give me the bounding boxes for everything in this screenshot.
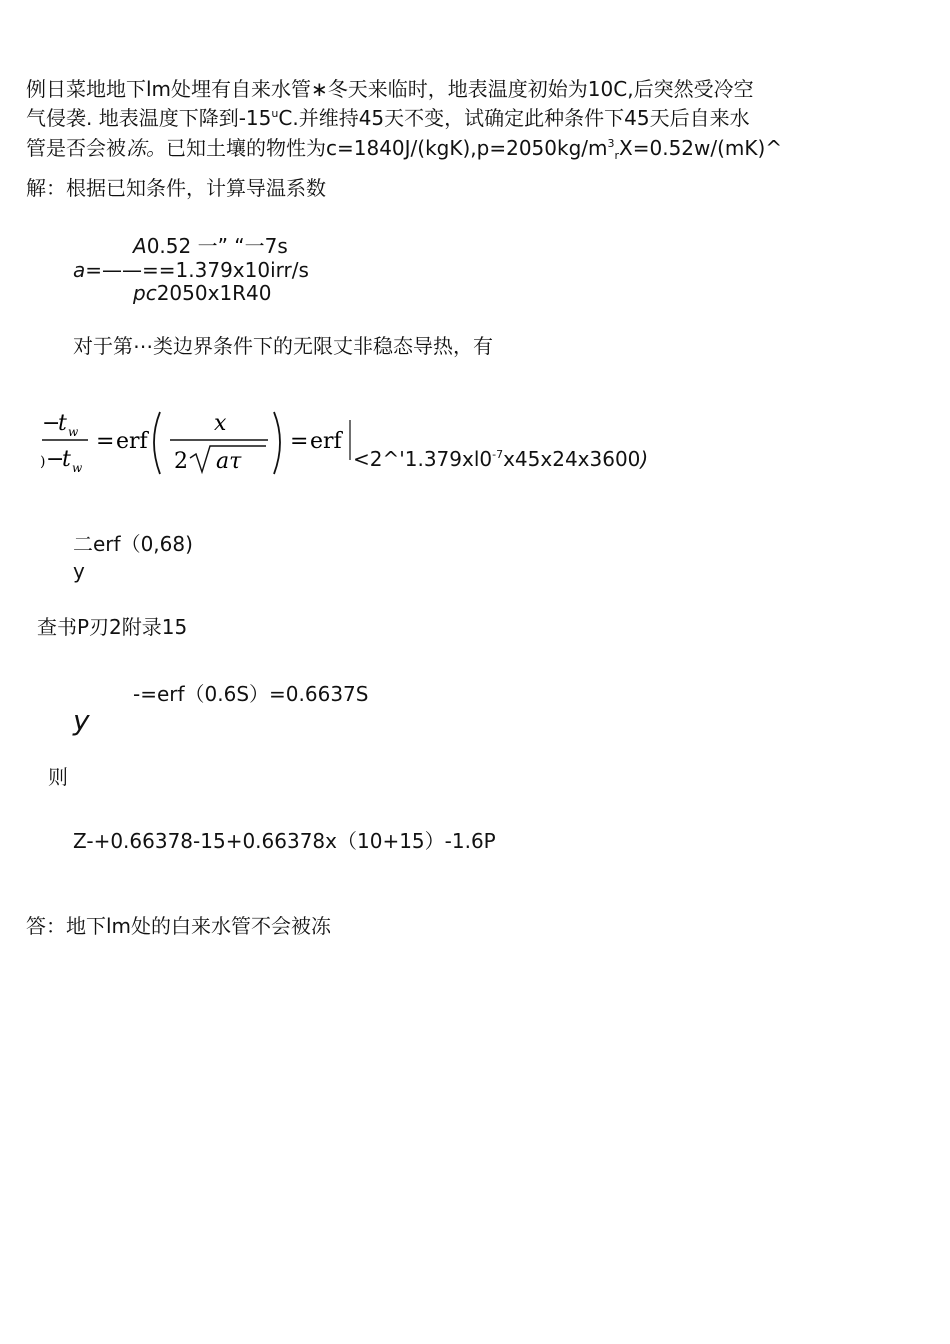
- formula-den-paren: ): [40, 454, 46, 470]
- formula-num-dash: −: [42, 411, 61, 436]
- formula-den-dash: −: [46, 447, 65, 472]
- problem-line-1: 例日菜地地下lm处埋有自来水管∗冬天来临时，地表温度初始为10C,后突然受冷空: [26, 77, 754, 101]
- formula-tail: $<2\^{}'1.379xl0^{-7}x45x24x3600$): [353, 447, 649, 471]
- formula-num-t: t: [58, 411, 67, 436]
- formula-num-w: w: [68, 425, 79, 439]
- diffusivity-result: a=——==1.379x10irr/s: [73, 258, 309, 282]
- formula-two: 2: [174, 449, 188, 474]
- temperature-calc: Z-+0.66378-15+0.66378x（10+15）-1.6P: [73, 829, 496, 853]
- then-label: 则: [48, 765, 68, 789]
- erf-value-y: y: [73, 704, 90, 737]
- formula-a-tau: aτ: [216, 449, 242, 474]
- erf-result-y: y: [73, 559, 85, 583]
- answer: 答：地下lm处的白来水管不会被冻: [26, 914, 332, 938]
- diffusivity-numerator: A0.52 一” “一7s: [133, 234, 288, 258]
- erf-formula-image: [40, 404, 352, 482]
- erf-value: -=erf（0.6S）=0.6637S: [133, 682, 369, 706]
- formula-x: x: [214, 411, 227, 436]
- formula-den-w: w: [72, 461, 83, 475]
- table-lookup: 查书P刃2附录15: [37, 615, 188, 639]
- formula-erf-1: erf: [116, 429, 148, 454]
- problem-line-2: 气侵袭. 地表温度下降到-15$^u$C.并维持45天不变，试确定此种条件下45天后自来水: [26, 106, 750, 130]
- formula-paren-close: [274, 412, 280, 474]
- erf-result: 二erf（0,68): [73, 532, 193, 556]
- formula-erf-2: erf: [310, 429, 342, 454]
- solution-intro: 解：根据已知条件，计算导温系数: [26, 176, 326, 200]
- diffusivity-denominator: pc2050x1R40: [133, 281, 272, 305]
- formula-eq-1: =: [96, 429, 115, 454]
- boundary-text: 对于第⋯类边界条件下的无限丈非稳态导热，有: [73, 334, 493, 358]
- formula-eq-2: =: [290, 429, 309, 454]
- formula-den-t: t: [62, 447, 71, 472]
- problem-line-3: 管是否会被冻。已知土壤的物性为$c=1840J/(kgK),p=2050kg/m^3_rX=0.52w/(mK)\^{}$: [26, 136, 783, 162]
- formula-paren-open: [154, 412, 160, 474]
